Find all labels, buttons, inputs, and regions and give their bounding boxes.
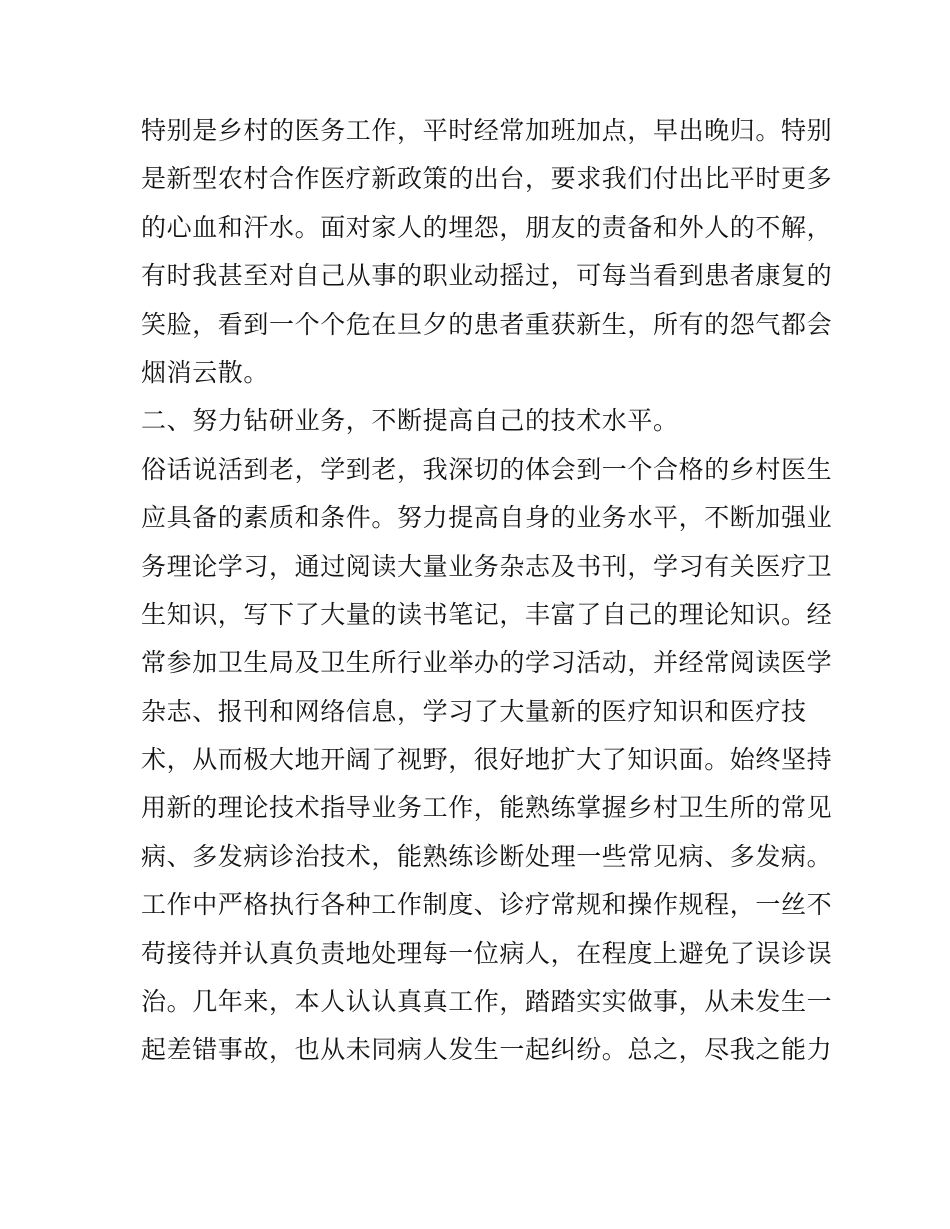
text-line: 是新型农村合作医疗新政策的出台，要求我们付出比平时更多: [141, 164, 833, 194]
text-line: 应具备的素质和条件。努力提高自身的业务水平，不断加强业: [141, 503, 833, 533]
text-line: 杂志、报刊和网络信息，学习了大量新的医疗知识和医疗技: [141, 696, 807, 726]
text-line: 烟消云散。: [141, 357, 270, 387]
text-line: 治。几年来，本人认认真真工作，踏踏实实做事，从未发生一: [141, 987, 833, 1017]
text-line: 笑脸，看到一个个危在旦夕的患者重获新生，所有的怨气都会: [141, 309, 833, 339]
text-line: 用新的理论技术指导业务工作，能熟练掌握乡村卫生所的常见: [141, 793, 833, 823]
text-line: 工作中严格执行各种工作制度、诊疗常规和操作规程，一丝不: [141, 890, 833, 920]
text-line: 有时我甚至对自己从事的职业动摇过，可每当看到患者康复的: [141, 261, 833, 291]
text-line: 俗话说活到老，学到老，我深切的体会到一个合格的乡村医生: [141, 454, 833, 484]
text-line: 起差错事故，也从未同病人发生一起纠纷。总之，尽我之能力: [141, 1035, 833, 1065]
text-line: 特别是乡村的医务工作，平时经常加班加点，早出晚归。特别: [141, 116, 833, 145]
body-text: [141, 107, 833, 1075]
text-line: 常参加卫生局及卫生所行业举办的学习活动，并经常阅读医学: [141, 648, 833, 678]
text-line: 务理论学习，通过阅读大量业务杂志及书刊，学习有关医疗卫: [141, 551, 833, 581]
text-line: 生知识，写下了大量的读书笔记，丰富了自己的理论知识。经: [141, 599, 833, 629]
text-line: 病、多发病诊治技术，能熟练诊断处理一些常见病、多发病。: [141, 841, 833, 871]
text-line: 苟接待并认真负责地处理每一位病人，在程度上避免了误诊误: [141, 938, 833, 968]
text-line: 术，从而极大地开阔了视野，很好地扩大了知识面。始终坚持: [141, 745, 833, 775]
text-line: 的心血和汗水。面对家人的埋怨，朋友的责备和外人的不解，: [141, 212, 833, 242]
section-heading: 二、努力钻研业务，不断提高自己的技术水平。: [141, 406, 679, 436]
